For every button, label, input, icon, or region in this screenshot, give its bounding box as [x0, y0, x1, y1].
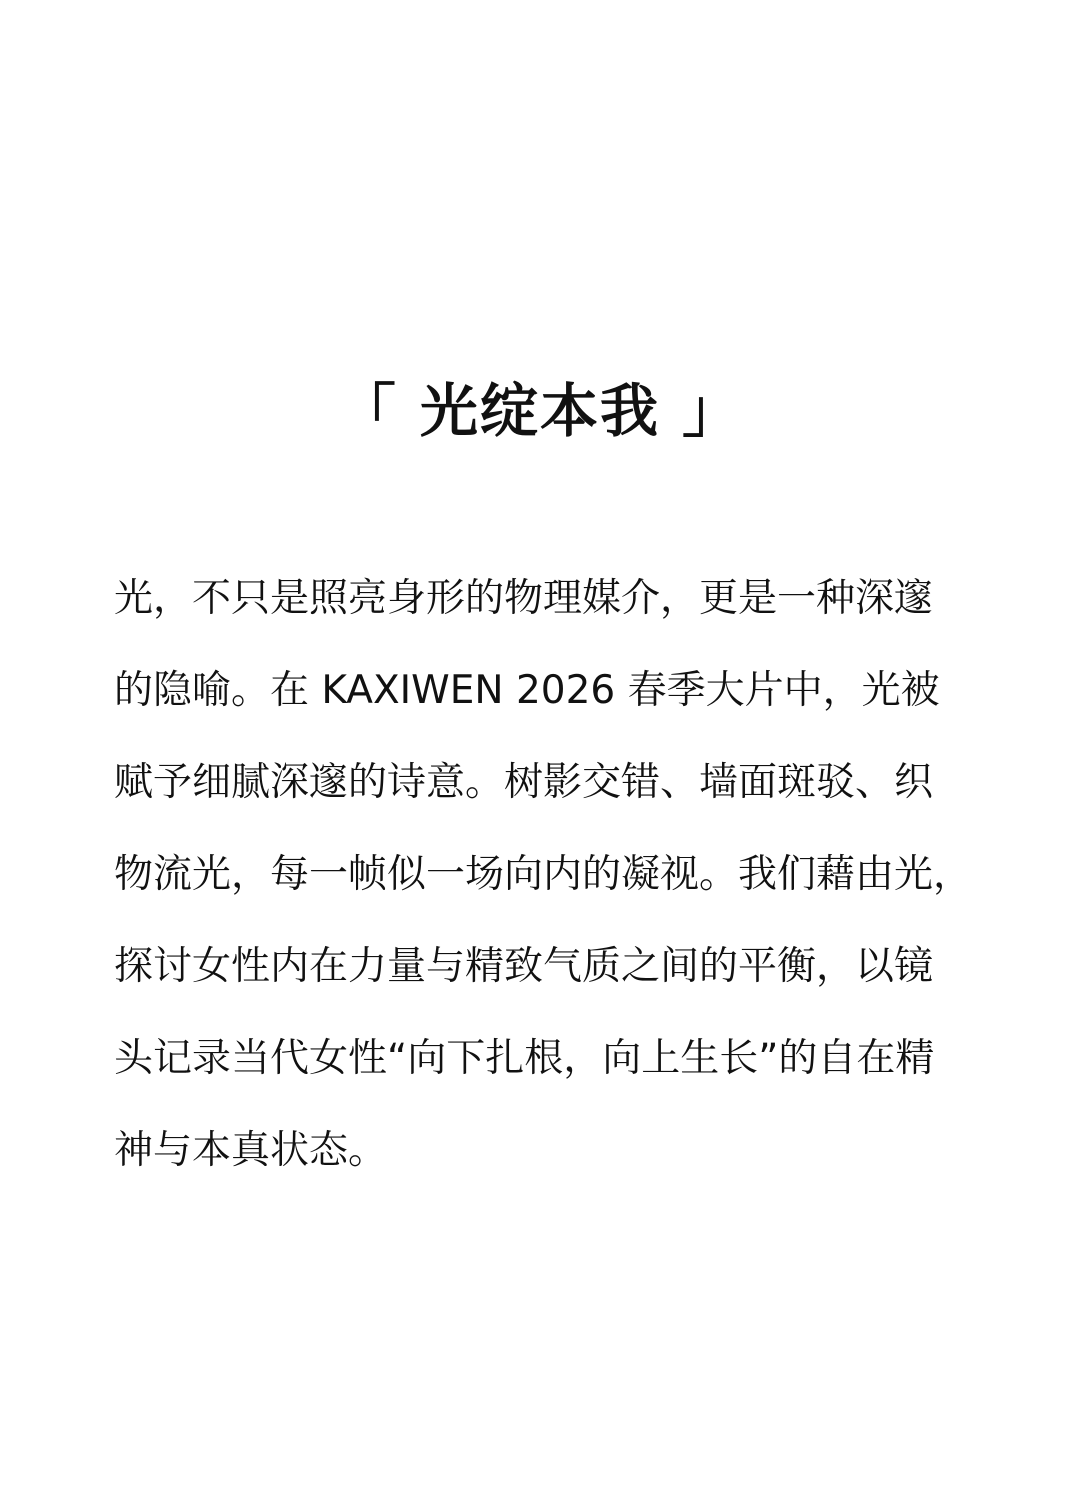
body-line-3: 赋予细腻深邃的诗意。树影交错、墙面斑驳、织: [114, 760, 934, 805]
body-line-2: 的隐喻。在 KAXIWEN 2026 春季大片中，光被: [114, 668, 940, 713]
title-container: [0, 377, 1080, 445]
page-title: 「 光绽本我 」: [337, 377, 743, 445]
body-line-4: 物流光，每一帧似一场向内的凝视。我们藉由光，: [114, 852, 973, 897]
body-paragraph: [114, 568, 974, 1212]
body-line-1: 光，不只是照亮身形的物理媒介，更是一种深邃: [114, 576, 934, 621]
body-line-6: 头记录当代女性“向下扎根，向上生长”的自在精: [114, 1036, 935, 1081]
body-line-5: 探讨女性内在力量与精致气质之间的平衡，以镜: [114, 944, 934, 989]
body-line-7: 神与本真状态。: [114, 1128, 388, 1173]
